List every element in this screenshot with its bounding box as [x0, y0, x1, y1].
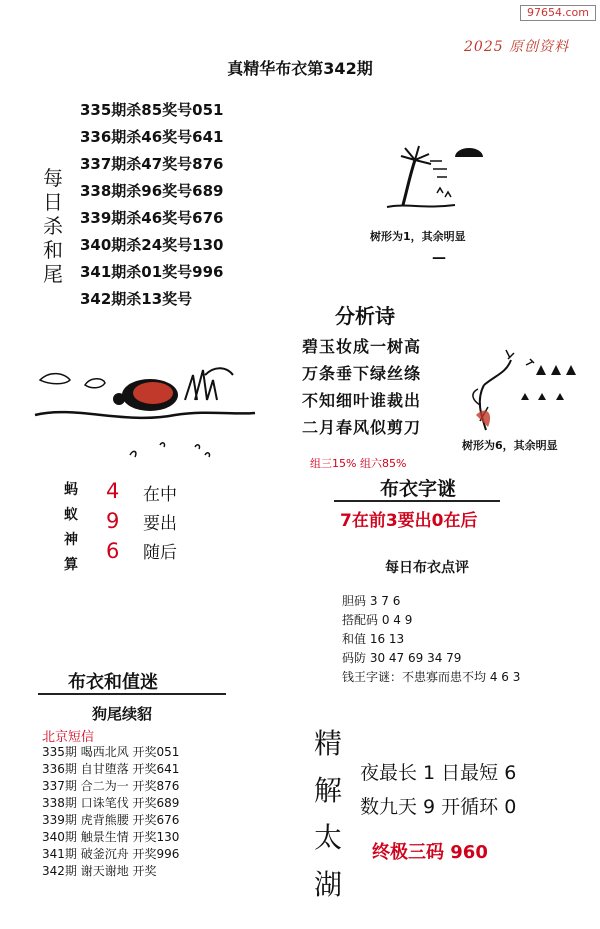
- birds-trees-sketch: [466, 345, 586, 435]
- tree-caption-bottom: 树形为6，其余明显: [462, 439, 558, 452]
- riddle-answer: 7在前3要出0在后: [340, 511, 478, 531]
- ant-calc-label-char: 蚂: [64, 482, 78, 498]
- poem-line: 万条垂下绿丝绦: [302, 364, 422, 383]
- taihu-label-char: 精: [313, 727, 342, 760]
- sum-riddle-row: 335期 喝西北风 开奖051: [42, 745, 180, 759]
- daily-review-row: 和值 16 13: [342, 632, 405, 646]
- ant-calc-words: [143, 481, 213, 568]
- kill-tail-row: 340期杀24奖号130: [80, 236, 224, 254]
- sum-riddle-row: 339期 虎背熊腰 开奖676: [42, 813, 180, 827]
- daily-review-row: 搭配码 0 4 9: [342, 613, 413, 627]
- taihu-clue-row: 数九天 9 开循环 0: [360, 796, 517, 818]
- kill-tail-list: [80, 97, 280, 313]
- kill-tail-row: 342期杀13奖号: [80, 290, 193, 308]
- sum-riddle-row: 337期 合二为一 开奖876: [42, 779, 180, 793]
- poem-line: 不知细叶谁裁出: [302, 391, 422, 410]
- kill-tail-vertical-label: [38, 166, 68, 286]
- taihu-label-char: 解: [313, 774, 342, 807]
- sum-riddle-divider: [38, 693, 226, 695]
- ant-calc-number: 6: [106, 539, 120, 563]
- taihu-label-char: 太: [313, 821, 342, 854]
- ant-calc-word: 在中: [143, 485, 177, 505]
- poem-line: 二月春风似剪刀: [302, 418, 422, 437]
- final-three-codes: 终极三码 960: [372, 842, 488, 863]
- sum-riddle-source: 北京短信: [42, 730, 95, 745]
- brand-label: 2025 原创资料: [464, 39, 570, 55]
- kill-tail-label-char: 和: [43, 238, 63, 262]
- daily-review-title: 每日布衣点评: [385, 560, 469, 576]
- poem-line: 碧玉妆成一树高: [302, 337, 422, 356]
- turtle-scene-sketch: [35, 355, 260, 465]
- taihu-label-char: 湖: [313, 868, 342, 901]
- site-watermark: 97654.com: [520, 5, 596, 21]
- tree-caption-top: 树形为1，其余明显: [370, 230, 466, 243]
- ant-calc-label-char: 蚁: [64, 507, 78, 523]
- ant-calc-label-char: 神: [64, 532, 78, 548]
- kill-tail-row: 336期杀46奖号641: [80, 128, 224, 146]
- sum-riddle-row: 336期 自甘堕落 开奖641: [42, 762, 180, 776]
- taihu-clues: [360, 756, 595, 824]
- riddle-divider: [334, 500, 500, 502]
- page-title: 真精华布衣第342期: [227, 59, 373, 78]
- sum-riddle-row: 340期 触景生情 开奖130: [42, 830, 180, 844]
- sum-riddle-title: 布衣和值迷: [68, 672, 158, 693]
- ant-calc-word: 要出: [143, 514, 177, 534]
- kill-tail-row: 341期杀01奖号996: [80, 263, 224, 281]
- kill-tail-label-char: 每: [43, 166, 63, 190]
- kill-tail-label-char: 尾: [43, 262, 63, 286]
- ant-calc-word: 随后: [143, 543, 177, 563]
- sum-riddle-subtitle: 狗尾续貂: [92, 705, 153, 723]
- poem-title: 分析诗: [335, 304, 395, 328]
- taihu-clue-row: 夜最长 1 日最短 6: [360, 762, 517, 784]
- palm-tree-sketch: [385, 135, 505, 215]
- ant-calc-labels: [64, 478, 86, 578]
- ant-calc-number: 4: [106, 479, 120, 503]
- daily-review-row: 钱王字谜：不患寡而患不均 4 6 3: [342, 670, 521, 684]
- group-percentage: 组三15% 组六85%: [310, 457, 407, 470]
- daily-review-row: 胆码 3 7 6: [342, 594, 401, 608]
- taihu-vertical-label: [310, 720, 346, 908]
- kill-tail-label-char: 杀: [43, 214, 63, 238]
- ant-calc-numbers: [106, 476, 130, 566]
- sum-riddle-row: 342期 谢天谢地 开奖: [42, 864, 157, 878]
- kill-tail-row: 337期杀47奖号876: [80, 155, 224, 173]
- daily-review-row: 码防 30 47 69 34 79: [342, 651, 462, 665]
- ant-calc-label-char: 算: [64, 557, 78, 573]
- kill-tail-row: 338期杀96奖号689: [80, 182, 224, 200]
- kill-tail-row: 335期杀85奖号051: [80, 101, 224, 119]
- daily-review-list: [342, 592, 592, 687]
- sum-riddle-row: 341期 破釜沉舟 开奖996: [42, 847, 180, 861]
- riddle-title: 布衣字谜: [380, 478, 457, 500]
- tree-caption-dash: —: [432, 250, 446, 266]
- sum-riddle-row: 338期 口诛笔伐 开奖689: [42, 796, 180, 810]
- kill-tail-row: 339期杀46奖号676: [80, 209, 224, 227]
- sum-riddle-list: [42, 744, 262, 880]
- analysis-poem: [302, 333, 467, 441]
- ant-calc-number: 9: [106, 509, 120, 533]
- kill-tail-label-char: 日: [43, 190, 63, 214]
